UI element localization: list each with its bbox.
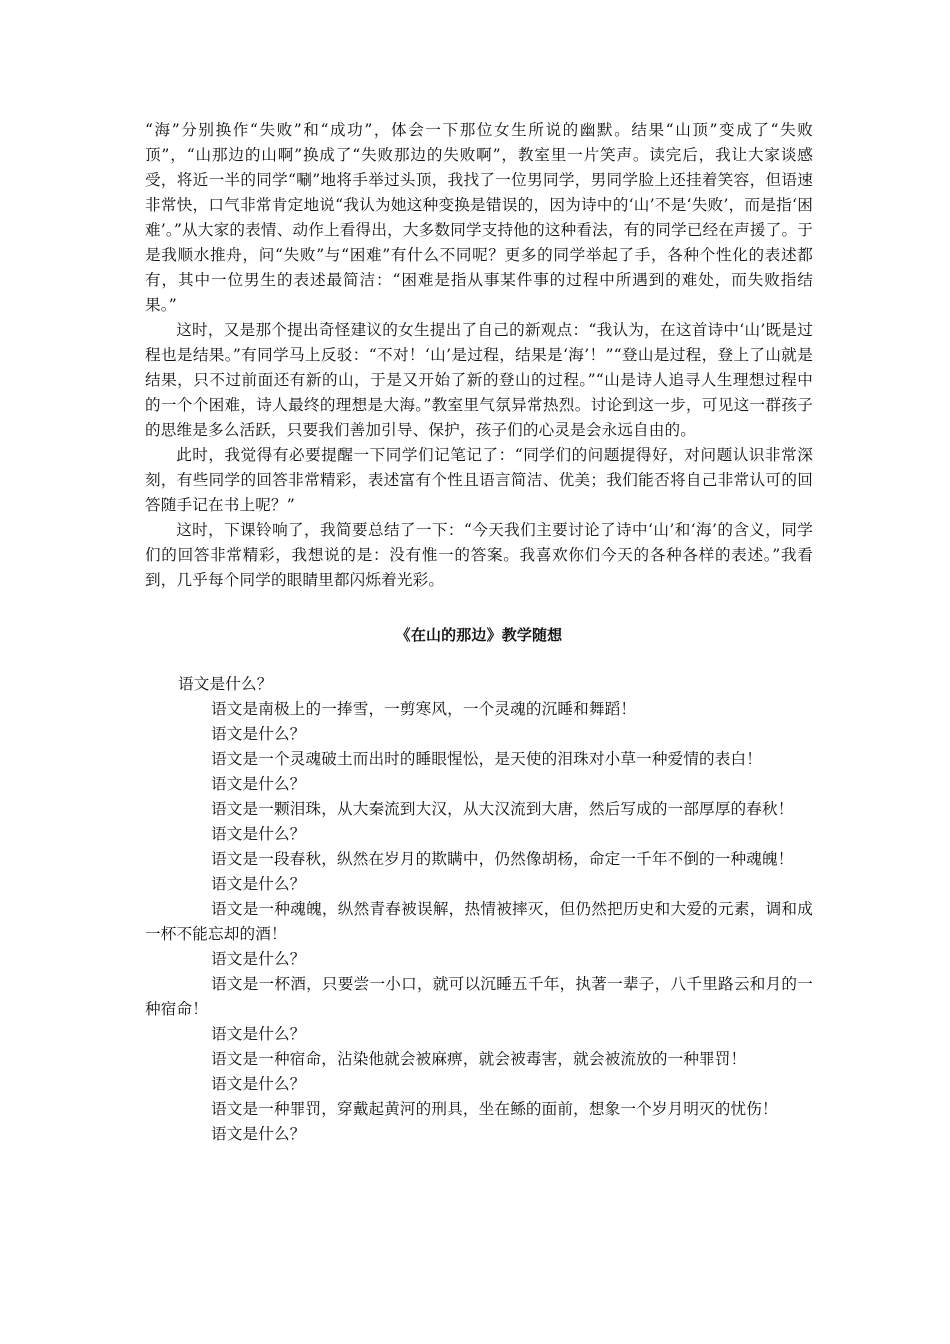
document-body bbox=[145, 118, 813, 1147]
essay-paragraph: “海”分别换作“失败”和“成功”，体会一下那位女生所说的幽默。结果“山顶”变成了“失败顶”，“山那边的山啊”换成了“失败那边的失败啊”，教室里一片笑声。读完后，我让大家谈感受，将近一半的同学“唰”地将手举过头顶，我找了一位男同学，男同学脸上还挂着笑容，但语速非常快，口气非常肯定地说“我认为她这种变换是错误的，因为诗中的‘山’不是‘失败’，而是指‘困难’。”从大家的表情、动作上看得出，大多数同学支持他的这种看法，有的同学已经在声援了。于是我顺水推舟，问“失败”与“困难”有什么不同呢？更多的同学举起了手，各种个性化的表述都有，其中一位男生的表述最简洁：“困难是指从事某件事的过程中所遇到的难处，而失败指结果。” bbox=[145, 121, 813, 314]
essay-paragraph: 这时，又是那个提出奇怪建议的女生提出了自己的新观点：“我认为，在这首诗中‘山’既是过程也是结果。”有同学马上反驳：“不对！‘山’是过程，结果是‘海’！”“登山是过程，登上了山就是结果，只不过前面还有新的山，于是又开始了新的登山的过程。”“山是诗人追寻人生理想过程中的一个个困难，诗人最终的理想是大海。”教室里气氛异常热烈。讨论到这一步，可见这一群孩子的思维是多么活跃，只要我们善加引导、保护，孩子们的心灵是会永远自由的。 bbox=[145, 321, 813, 439]
answer-line: 语文是一颗泪珠，从大秦流到大汉，从大汉流到大唐，然后写成的一部厚厚的春秋！ bbox=[211, 800, 794, 818]
question-line: 语文是什么？ bbox=[211, 1075, 306, 1093]
answer-line: 语文是一段春秋，纵然在岁月的欺瞒中，仍然像胡杨，命定一千年不倒的一种魂魄！ bbox=[211, 850, 794, 868]
question-line: 语文是什么？ bbox=[211, 1025, 306, 1043]
question-line: 语文是什么？ bbox=[211, 825, 306, 843]
question-line: 语文是什么？ bbox=[211, 725, 306, 743]
question-line: 语文是什么？ bbox=[211, 950, 306, 968]
essay-paragraph: 此时，我觉得有必要提醒一下同学们记笔记了：“同学们的问题提得好，对问题认识非常深刻，有些同学的回答非常精彩，表述富有个性且语言简洁、优美；我们能否将自己非常认可的回答随手记在书上呢？” bbox=[145, 446, 813, 514]
answer-line: 语文是一种魂魄，纵然青春被误解，热情被摔灭，但仍然把历史和大爱的元素，调和成一杯不能忘却的酒！ bbox=[145, 900, 813, 943]
essay-paragraph: 这时，下课铃响了，我简要总结了一下：“今天我们主要讨论了诗中‘山’和‘海’的含义，同学们的回答非常精彩，我想说的是：没有惟一的答案。我喜欢你们今天的各种各样的表述。”我看到，几乎每个同学的眼睛里都闪烁着光彩。 bbox=[145, 521, 813, 589]
answer-line: 语文是一个灵魂破土而出时的睡眼惺忪，是天使的泪珠对小草一种爱情的表白！ bbox=[211, 750, 763, 768]
section-title: 《在山的那边》教学随想 bbox=[395, 626, 563, 644]
question-line: 语文是什么？ bbox=[211, 775, 306, 793]
answer-line: 语文是一种宿命，沾染他就会被麻痹，就会被毒害，就会被流放的一种罪罚！ bbox=[211, 1050, 747, 1068]
answer-line: 语文是一种罪罚，穿戴起黄河的刑具，坐在鲧的面前，想象一个岁月明灭的忧伤！ bbox=[211, 1100, 778, 1118]
question-line: 语文是什么？ bbox=[211, 875, 306, 893]
question-line: 语文是什么？ bbox=[211, 1125, 306, 1143]
answer-line: 语文是南极上的一捧雪，一剪寒风，一个灵魂的沉睡和舞蹈！ bbox=[211, 700, 637, 718]
answer-line: 语文是一杯酒，只要尝一小口，就可以沉睡五千年，执著一辈子，八千里路云和月的一种宿命！ bbox=[145, 975, 813, 1018]
question-line: 语文是什么？ bbox=[178, 675, 273, 693]
